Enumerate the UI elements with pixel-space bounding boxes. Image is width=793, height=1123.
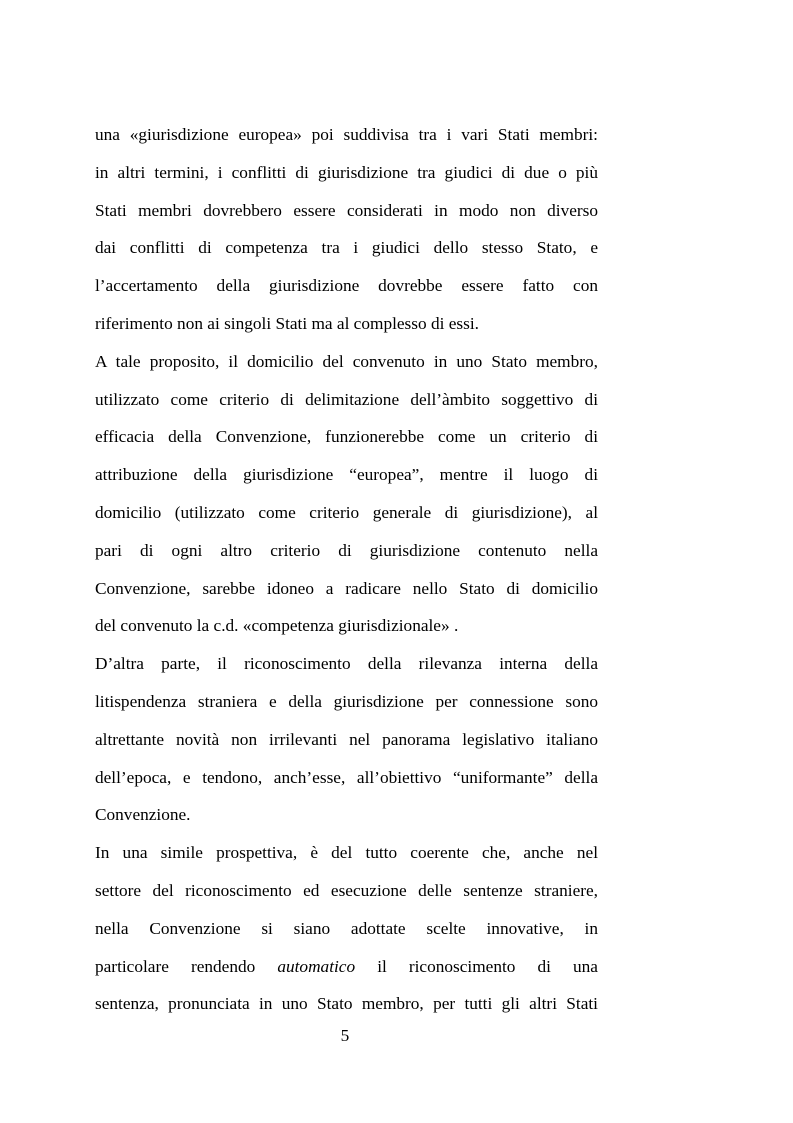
text-line: A tale proposito, il domicilio del convenuto in uno Stato membro, <box>95 351 598 371</box>
text-line: una «giurisdizione europea» poi suddivisa tra i vari Stati membri: <box>95 125 598 144</box>
text-line: Stati membri dovrebbero essere considerati in modo non diverso <box>95 200 598 220</box>
emphasized-text: automatico <box>277 956 356 976</box>
text-line: riferimento non ai singoli Stati ma al complesso di essi. <box>95 313 479 333</box>
text-line: Convenzione, sarebbe idoneo a radicare nello Stato di domicilio <box>95 578 598 598</box>
text-line: dai conflitti di competenza tra i giudici dello stesso Stato, e <box>95 238 598 258</box>
text-line: in altri termini, i conflitti di giurisdizione tra giudici di due o più <box>95 162 598 182</box>
text-line: attribuzione della giurisdizione “europea”, mentre il luogo di <box>95 465 598 485</box>
text-line: sentenza, pronunciata in uno Stato membro, per tutti gli altri Stati <box>95 994 598 1014</box>
text-line: del convenuto la c.d. «competenza giurisdizionale» . <box>95 616 459 636</box>
text-line: nella Convenzione si siano adottate scelte innovative, in <box>95 918 598 938</box>
text-line: altrettante novità non irrilevanti nel panorama legislativo italiano <box>95 729 598 749</box>
body-text <box>95 116 598 1023</box>
text-line: Convenzione. <box>95 805 191 825</box>
text-run: particolare rendendo <box>95 956 278 976</box>
text-line: utilizzato come criterio di delimitazione dell’àmbito soggettivo di <box>95 389 598 409</box>
text-line: pari di ogni altro criterio di giurisdizione contenuto nella <box>95 540 598 560</box>
text-line: settore del riconoscimento ed esecuzione delle sentenze straniere, <box>95 880 598 900</box>
text-line: efficacia della Convenzione, funzionerebbe come un criterio di <box>95 427 598 447</box>
text-line <box>95 948 598 986</box>
page-number: 5 <box>340 1026 350 1045</box>
text-line: dell’epoca, e tendono, anch’esse, all’obiettivo “uniformante” della <box>95 767 598 787</box>
text-line: In una simile prospettiva, è del tutto coerente che, anche nel <box>95 843 598 863</box>
text-run: il riconoscimento di una <box>355 956 598 976</box>
text-line: D’altra parte, il riconoscimento della rilevanza interna della <box>95 654 598 674</box>
text-line: litispendenza straniera e della giurisdizione per connessione sono <box>95 691 598 711</box>
text-line: l’accertamento della giurisdizione dovrebbe essere fatto con <box>95 276 598 296</box>
text-line: domicilio (utilizzato come criterio generale di giurisdizione), al <box>95 502 598 522</box>
